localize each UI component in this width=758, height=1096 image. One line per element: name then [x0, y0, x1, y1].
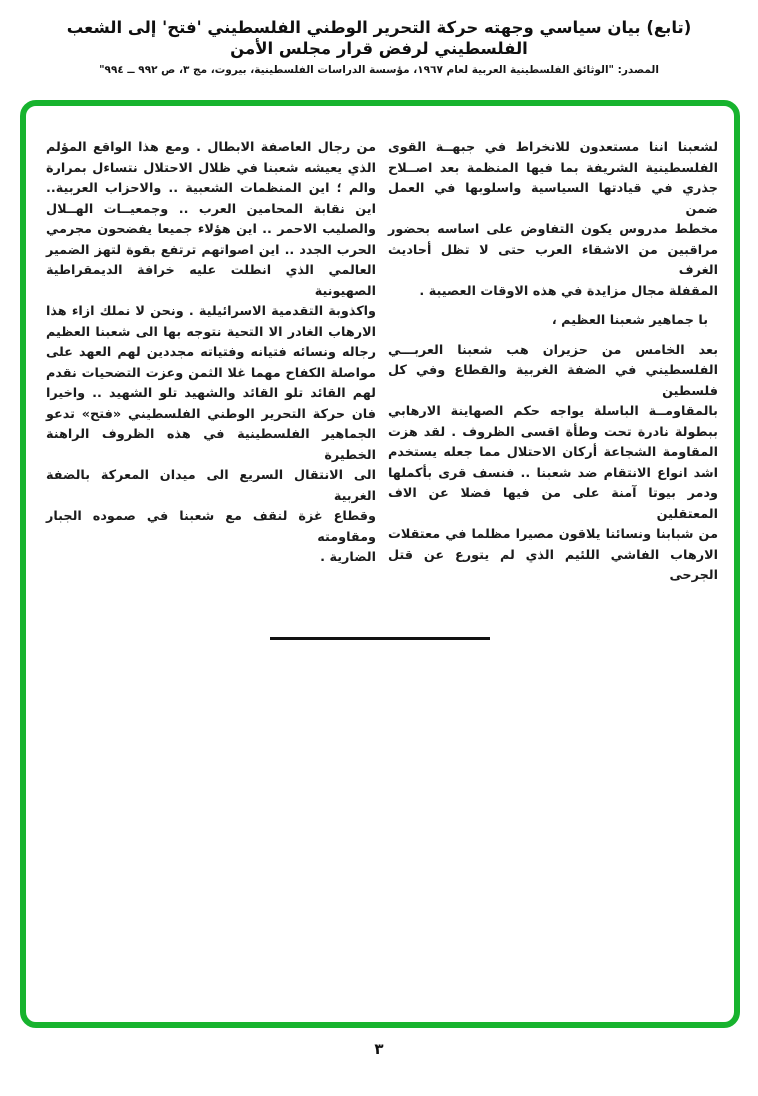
text-line: مواصلة الكفاح مهما غلا الثمن وعزت التضحيات نقدم — [46, 365, 376, 381]
text-line: فان حركة التحرير الوطني الفلسطيني «فتح» تدعو — [46, 406, 376, 422]
text-line: المقفلة مجال مزايدة في هذه الاوقات العصيبة . — [419, 283, 718, 299]
column-right — [388, 138, 718, 587]
text-line: الارهاب الفاشي اللئيم الذي لم يتورع عن قتل الجرحى — [388, 547, 718, 583]
text-columns — [26, 106, 734, 587]
green-frame — [20, 100, 740, 1028]
text-line: وقطاع غزة لنقف مع شعبنا في صموده الجبار ومقاومته — [46, 509, 376, 545]
text-line: مخطط مدروس يكون التفاوض على اساسه بحضور — [388, 222, 718, 237]
text-line: الحرب الجدد .. اين اصواتهم ترتفع بقوة لتهز الضمير — [46, 242, 376, 258]
text-line: ودمر بيوتا آمنة على من فيها فضلا عن الاف المعتقلين — [388, 486, 718, 522]
paragraph-block — [388, 138, 718, 302]
text-line: رجاله ونسائه فتيانه وفتياته مجددين لهم العهد على — [46, 345, 376, 360]
paragraph-block — [388, 341, 718, 587]
text-line: والم ؛ اين المنظمات الشعبية .. والاحزاب العربية.. — [46, 181, 376, 196]
text-line: الجماهير الفلسطينية في هذه الظروف الراهنة الخطيرة — [46, 427, 376, 463]
text-line: من شبابنا ونسائنا يلاقون مصيرا مظلما في معتقلات — [388, 527, 718, 542]
text-line: والصليب الاحمر .. اين هؤلاء جميعا يفضحون مجرمي — [46, 222, 376, 237]
page-title: (تابع) بيان سياسي وجهته حركة التحرير الوطني الفلسطيني 'فتح' إلى الشعب الفلسطيني لرفض قرار مجلس الأمن — [66, 18, 692, 58]
text-line: الذي يعيشه شعبنا في ظلال الاحتلال نتساءل بمرارة — [46, 160, 376, 176]
text-line: بالمقاومــة الباسلة يواجه حكم الصهاينة الارهابي — [388, 404, 718, 419]
source-citation: المصدر: "الوثائق الفلسطينية العربية لعام ١٩٦٧، مؤسسة الدراسات الفلسطينية، بيروت، مج ٣، ص ٩٩٢ ــ ٩٩٤" — [99, 64, 659, 77]
text-line: اشد انواع الانتقام ضد شعبنا .. فنسف قرى بأكملها — [388, 465, 718, 481]
text-line: الضارية . — [320, 550, 376, 565]
text-line: ببطولة نادرة تحت وطأة اقسى الظروف . لقد هزت — [388, 424, 718, 440]
text-line: مراقبين من الاشقاء العرب حتى لا تظل أحاديث الغرف — [388, 242, 718, 278]
text-line: الفلسطيني في الضفة الغربية والقطاع وفي كل فلسطين — [388, 363, 718, 399]
text-line: الى الانتقال السريع الى ميدان المعركة بالضفة الغربية — [46, 468, 376, 504]
text-line: لهم القائد تلو القائد والشهيد تلو الشهيد .. واخيرا — [46, 386, 376, 401]
text-line: اين نقابة المحامين العرب .. وجمعيــات الهــلال — [46, 201, 376, 217]
text-line: من رجال العاصفة الابطال . ومع هذا الواقع المؤلم — [46, 140, 376, 155]
vocative-heading: با جماهير شعبنا العظيم ، — [551, 313, 708, 328]
text-line: بعد الخامس من حزيران هب شعبنا العربـــي — [388, 342, 718, 358]
text-line: الارهاب الغادر الا التحية نتوجه بها الى شعبنا العظيم — [46, 324, 376, 340]
text-line: جذري في قيادتها السياسية واسلوبها في العمل ضمن — [388, 181, 718, 217]
paragraph-block — [46, 138, 376, 569]
text-line: العالمي الذي انطلت عليه خرافة الديمقراطية الصهيونية — [46, 263, 376, 299]
horizontal-divider — [270, 637, 490, 640]
column-left — [46, 138, 376, 587]
text-line: واكذوبة التقدمية الاسرائيلية . ونحن لا نملك ازاء هذا — [46, 304, 376, 319]
page-number: ٣ — [374, 1040, 384, 1058]
text-line: المقاومة الشجاعة أركان الاحتلال مما جعله يستخدم — [388, 445, 718, 460]
text-line: الفلسطينية الشريفة بما فيها المنظمة بعد اصــلاح — [388, 160, 718, 176]
text-line: لشعبنا اننا مستعدون للانخراط في جبهــة القوى — [388, 140, 718, 155]
